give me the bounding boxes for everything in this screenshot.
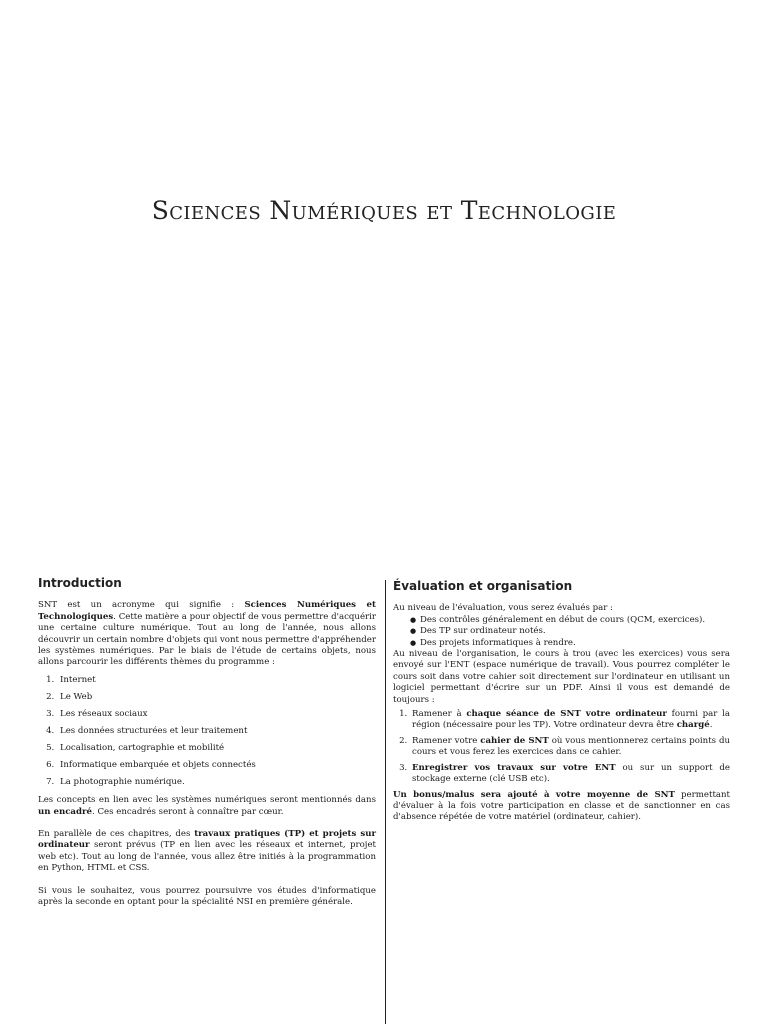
evaluation-column: [393, 581, 730, 835]
list-item: 1. Ramener à chaque séance de SNT votre ordinateur fourni par la région (nécessaire pour les TP). Votre ordinateur devra être chargé.: [410, 709, 730, 732]
evaluation-heading: Évaluation et organisation: [393, 579, 573, 593]
list-item: 1. Internet: [57, 675, 376, 686]
bullet-icon: ●: [410, 615, 417, 624]
bullet-icon: ●: [410, 627, 417, 636]
practical-work-paragraph: En parallèle de ces chapitres, des travaux pratiques (TP) et projets sur ordinateur seront prévus (TP en lien avec les réseaux et internet, projet web etc). Tout au long de l'année, vous allez être initiés à la programmation en Python, HTML et CSS.: [38, 829, 376, 874]
concepts-paragraph: Les concepts en lien avec les systèmes numériques seront mentionnés dans un encadré. Ces encadrés seront à connaître par cœur.: [38, 795, 376, 817]
organisation-paragraph: Au niveau de l'organisation, le cours à trou (avec les exercices) vous sera envoyé sur l'ENT (espace numérique de travail). Vous pourrez compléter le cours soit dans votre cahier soit directement sur l'ordinateur en utilisant un logiciel permettant d'écrire sur un PDF. Ainsi il vous est demandé de toujours :: [393, 649, 730, 705]
evaluation-list: [393, 615, 730, 649]
document-title: Sciences Numériques et Technologie: [151, 196, 617, 225]
list-item: 3. Enregistrer vos travaux sur votre ENT ou sur un support de stockage externe (clé USB etc).: [410, 763, 730, 786]
list-item: 2. Le Web: [57, 692, 376, 703]
intro-paragraph: SNT est un acronyme qui signifie : Sciences Numériques et Technologiques. Cette matière a pour objectif de vous permettre d'acquérir une certaine culture numérique. Tout au long de l'année, nous allons découvrir un certain nombre d'objets qui vont nous permettre d'appréhender les systèmes numériques. Par le biais de l'étude de certains objets, nous allons parcourir les différents thèmes du programme :: [38, 600, 376, 668]
list-item: 4. Les données structurées et leur traitement: [57, 726, 376, 737]
topics-list: [38, 675, 376, 788]
nsi-paragraph: Si vous le souhaitez, vous pourrez poursuivre vos études d'informatique après la seconde en optant pour la spécialité NSI en première générale.: [38, 885, 376, 908]
list-item: 2. Ramener votre cahier de SNT où vous mentionnerez certains points du cours et vous ferez les exercices dans ce cahier.: [410, 736, 730, 759]
list-item: 3. Les réseaux sociaux: [57, 709, 376, 720]
list-item: ● Des TP sur ordinateur notés.: [410, 626, 546, 637]
list-item: ● Des contrôles généralement en début de cours (QCM, exercices).: [410, 614, 706, 625]
list-item: 6. Informatique embarquée et objets connectés: [57, 760, 376, 771]
bonus-malus-paragraph: Un bonus/malus sera ajouté à votre moyenne de SNT permettant d'évaluer à la fois votre participation en classe et de sanctionner en cas d'absence répétée de votre matériel (ordinateur, cahier).: [393, 789, 731, 823]
column-divider: [385, 580, 386, 1024]
rules-list: [393, 709, 730, 785]
evaluation-intro: Au niveau de l'évaluation, vous serez évalués par :: [393, 603, 613, 614]
list-item: 7. La photographie numérique.: [57, 777, 376, 788]
introduction-heading: Introduction: [38, 576, 122, 590]
introduction-column: [38, 578, 376, 920]
list-item: ● Des projets informatiques à rendre.: [410, 637, 576, 648]
bullet-icon: ●: [410, 638, 417, 647]
list-item: 5. Localisation, cartographie et mobilité: [57, 743, 376, 754]
